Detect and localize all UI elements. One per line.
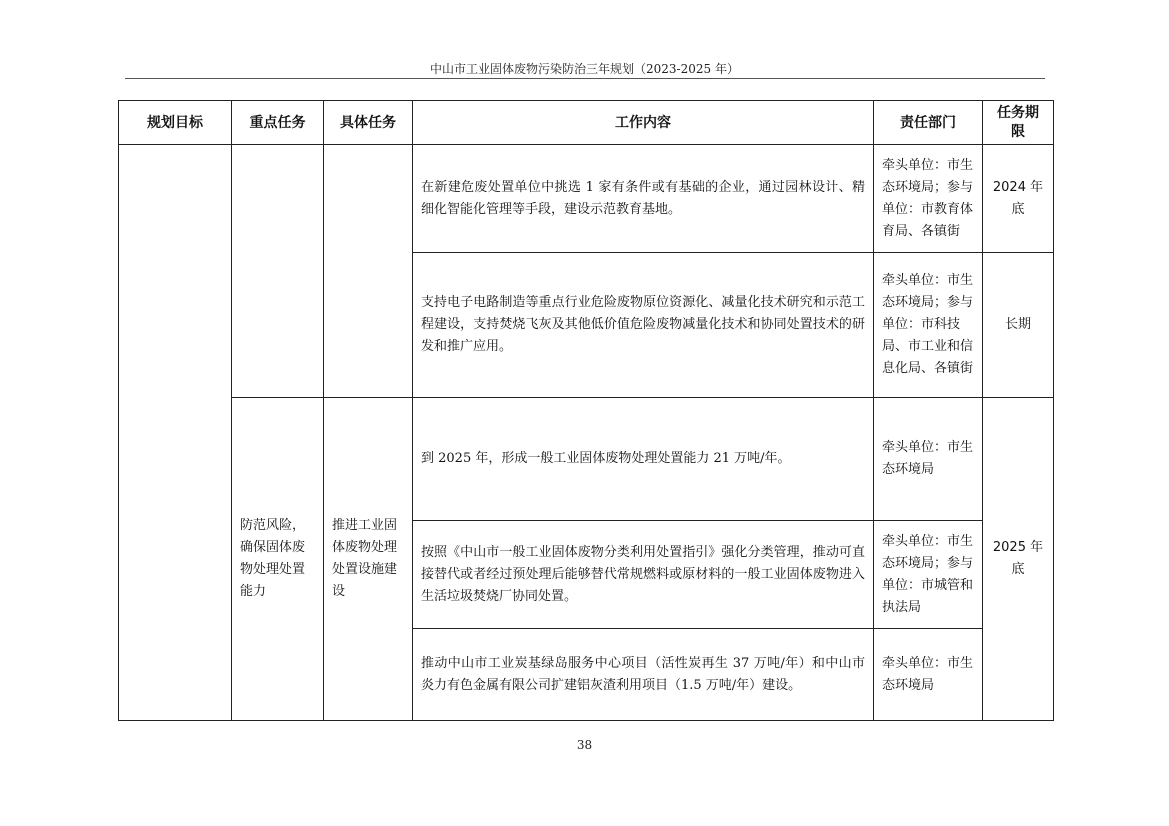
work-content-cell: 推动中山市工业炭基绿岛服务中心项目（活性炭再生 37 万吨/年）和中山市炎力有色金属有限公司扩建铝灰渣利用项目（1.5 万吨/年）建设。	[413, 629, 874, 721]
deadline-cell: 2024 年底	[983, 145, 1054, 253]
plan-table	[118, 100, 1054, 721]
dept-cell: 牵头单位：市生态环境局；参与单位：市教育体育局、各镇街	[874, 145, 983, 253]
key-task-cell-empty	[232, 145, 324, 398]
specific-task-cell: 推进工业固体废物处理处置设施建设	[324, 398, 413, 721]
key-task-cell: 防范风险，确保固体废物处理处置能力	[232, 398, 324, 721]
table-header-row	[119, 101, 1054, 145]
col-header-key-task: 重点任务	[232, 101, 324, 145]
header-rule	[125, 78, 1045, 79]
goal-cell	[119, 145, 232, 721]
dept-cell: 牵头单位：市生态环境局	[874, 629, 983, 721]
col-header-dept: 责任部门	[874, 101, 983, 145]
col-header-specific-task: 具体任务	[324, 101, 413, 145]
table-row	[119, 398, 1054, 521]
work-content-cell: 支持电子电路制造等重点行业危险废物原位资源化、减量化技术研究和示范工程建设，支持焚烧飞灰及其他低价值危险废物减量化技术和协同处置技术的研发和推广应用。	[413, 253, 874, 398]
col-header-goal: 规划目标	[119, 101, 232, 145]
dept-cell: 牵头单位：市生态环境局	[874, 398, 983, 521]
dept-cell: 牵头单位：市生态环境局；参与单位：市科技局、市工业和信息化局、各镇街	[874, 253, 983, 398]
work-content-cell: 到 2025 年，形成一般工业固体废物处理处置能力 21 万吨/年。	[413, 398, 874, 521]
work-content-cell: 按照《中山市一般工业固体废物分类利用处置指引》强化分类管理，推动可直接替代或者经过预处理后能够替代常规燃料或原材料的一般工业固体废物进入生活垃圾焚烧厂协同处置。	[413, 521, 874, 629]
deadline-cell: 长期	[983, 253, 1054, 398]
col-header-deadline: 任务期限	[983, 101, 1054, 145]
deadline-cell: 2025 年底	[983, 398, 1054, 721]
specific-task-cell-empty	[324, 145, 413, 398]
work-content-cell: 在新建危废处置单位中挑选 1 家有条件或有基础的企业，通过园林设计、精细化智能化管理等手段，建设示范教育基地。	[413, 145, 874, 253]
col-header-work-content: 工作内容	[413, 101, 874, 145]
page-number: 38	[576, 738, 593, 752]
dept-cell: 牵头单位：市生态环境局；参与单位：市城管和执法局	[874, 521, 983, 629]
page-header-title: 中山市工业固体废物污染防治三年规划（2023-2025 年）	[430, 62, 739, 76]
table-row	[119, 145, 1054, 253]
